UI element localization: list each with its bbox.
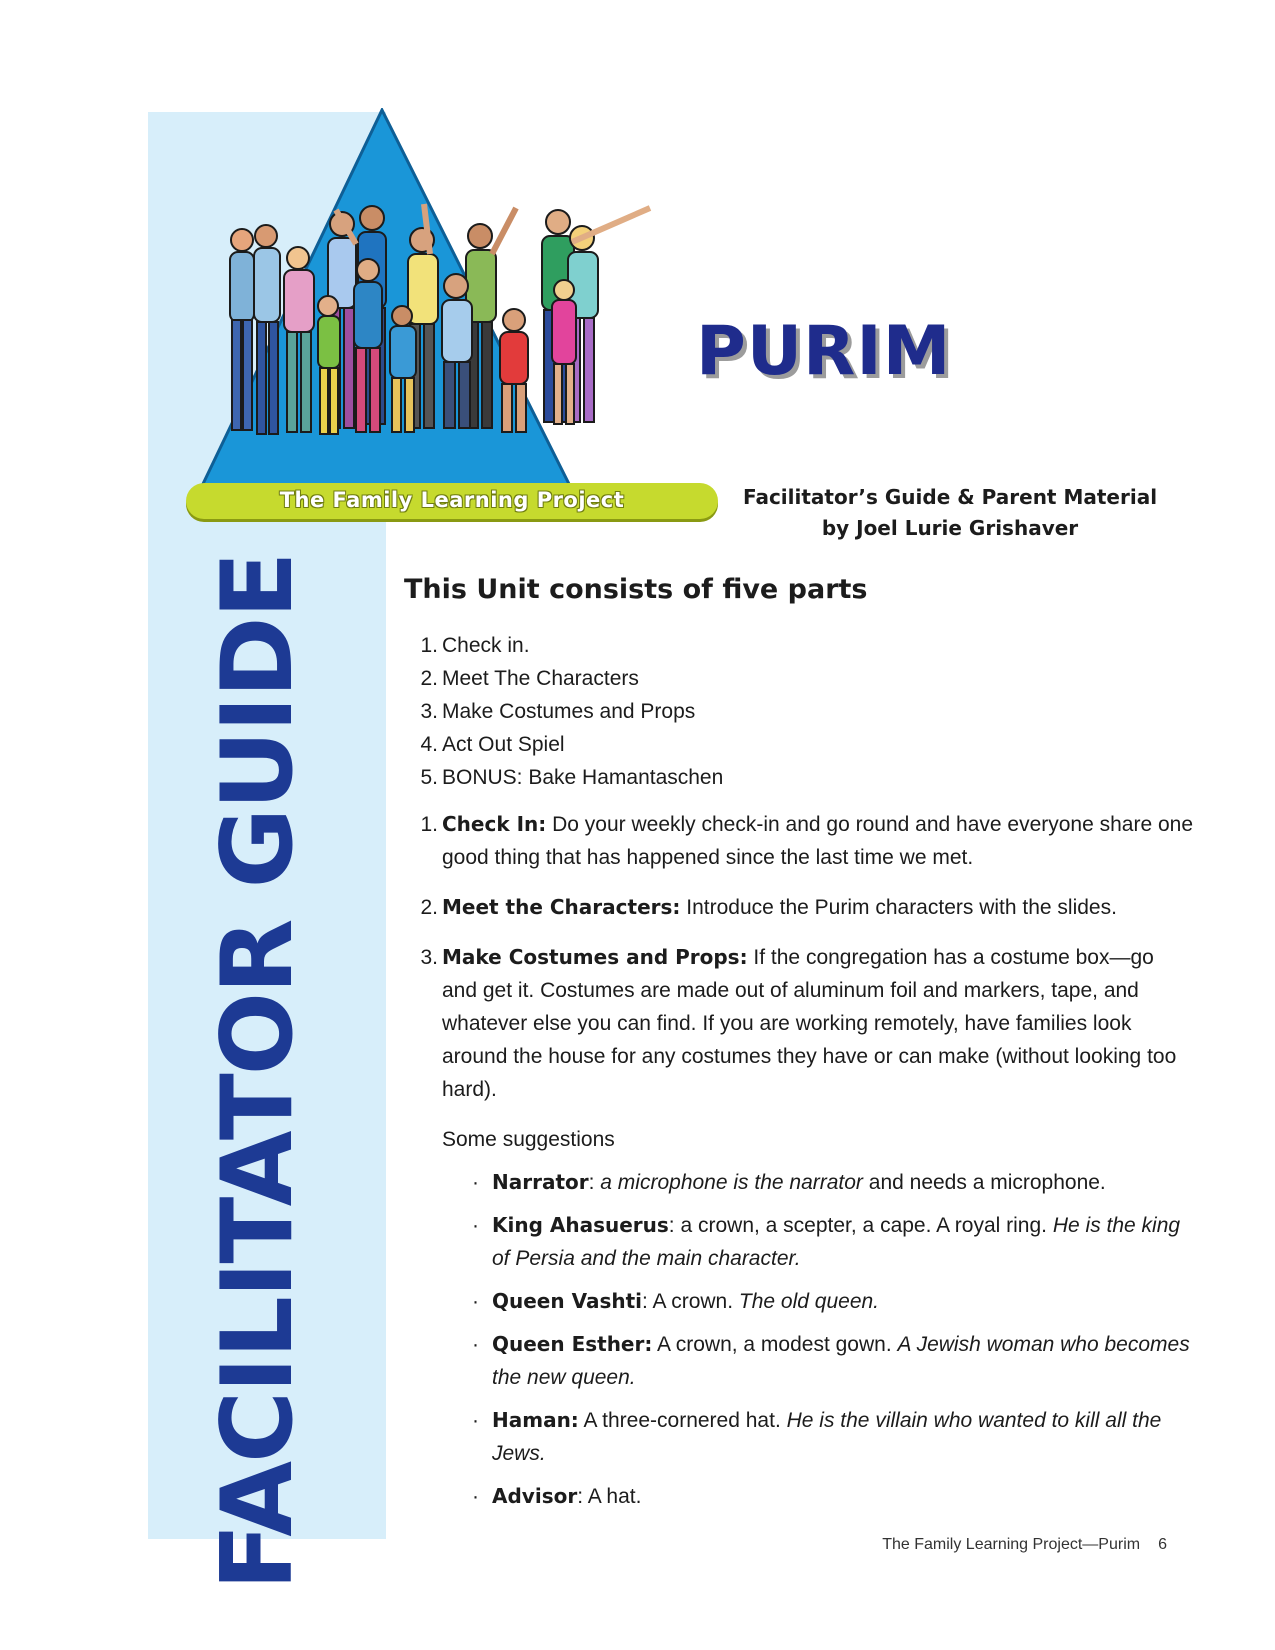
sidebar-title: FACILITATOR GUIDE (201, 553, 315, 1591)
list-item (472, 1328, 1194, 1394)
step-label: Make Costumes and Props: (442, 945, 748, 969)
bullet-icon: · (472, 1485, 479, 1508)
step-number: 2. (420, 896, 438, 919)
list-item (404, 629, 1194, 662)
unit-heading: This Unit consists of five parts (404, 574, 868, 605)
suggestion-name: Haman: (492, 1408, 579, 1432)
suggestion-text (492, 1480, 1194, 1513)
suggestion-name: Narrator (492, 1170, 589, 1194)
page-number: 6 (1158, 1536, 1167, 1553)
suggestion-italic: The old queen. (738, 1290, 880, 1313)
list-item (472, 1209, 1194, 1275)
suggestion-name: Queen Vashti (492, 1289, 643, 1313)
suggestion-text (492, 1404, 1194, 1470)
list-number: 2. (420, 667, 438, 690)
suggestion-italic: a microphone is the narrator (600, 1171, 863, 1194)
list-text: Check in. (442, 634, 530, 657)
list-item (404, 761, 1194, 794)
suggestion-plain: : (588, 1171, 601, 1194)
step-body: If the congregation has a costume box—go and get it. Costumes are made out of aluminum foil and markers, tape, and whatever else you can find. If you are working remotely, have families look around the house for any costumes they have or can make (without looking too hard). (442, 946, 1177, 1101)
family-logo-illustration (180, 108, 720, 528)
list-number: 4. (420, 733, 438, 756)
suggestion-plain: : A crown. (642, 1290, 739, 1313)
step-meet-characters (404, 891, 1194, 924)
step-label: Check In: (442, 812, 547, 836)
suggestion-plain: A crown, a modest gown. (652, 1333, 898, 1356)
byline (740, 482, 1160, 544)
suggestion-italic: A Jewish woman who becomes the new queen. (492, 1333, 1190, 1389)
suggestion-name: King Ahasuerus (492, 1213, 669, 1237)
bullet-icon: · (472, 1214, 479, 1237)
byline-subtitle: Facilitator’s Guide & Parent Material (742, 485, 1158, 509)
logo-banner-text: The Family Learning Project (279, 488, 625, 512)
list-item (472, 1480, 1194, 1513)
list-text: Act Out Spiel (442, 733, 565, 756)
suggestion-italic: He is the villain who wanted to kill all the Jews. (492, 1409, 1162, 1465)
step-body: Do your weekly check-in and go round and have everyone share one good thing that has happened since the last time we met. (442, 813, 1194, 869)
list-item (472, 1285, 1194, 1318)
list-number: 1. (420, 634, 438, 657)
parts-list (404, 629, 1194, 794)
list-item (472, 1404, 1194, 1470)
suggestion-text (492, 1285, 1194, 1318)
step-costumes (404, 941, 1194, 1106)
list-item (404, 662, 1194, 695)
main-content (404, 574, 1194, 1523)
logo-banner (186, 483, 718, 519)
step-check-in (404, 808, 1194, 874)
list-number: 5. (420, 766, 438, 789)
step-number: 1. (420, 813, 438, 836)
suggestions-label: Some suggestions (442, 1128, 615, 1151)
page-footer (882, 1536, 1167, 1554)
suggestion-text (492, 1209, 1194, 1275)
suggestion-text (492, 1166, 1194, 1199)
byline-author: by Joel Lurie Grishaver (821, 516, 1079, 540)
step-label: Meet the Characters: (442, 895, 681, 919)
step-number: 3. (420, 946, 438, 969)
list-item (404, 728, 1194, 761)
list-text: Make Costumes and Props (442, 700, 696, 723)
list-text: Meet The Characters (442, 667, 639, 690)
list-item (472, 1166, 1194, 1199)
bullet-icon: · (472, 1290, 479, 1313)
suggestion-italic: He is the king of Persia and the main character. (492, 1214, 1181, 1270)
step-text (442, 941, 1194, 1106)
bullet-icon: · (472, 1171, 479, 1194)
footer-text: The Family Learning Project—Purim (882, 1536, 1141, 1553)
list-item (404, 695, 1194, 728)
suggestion-name: Advisor (492, 1484, 578, 1508)
suggestion-text (492, 1328, 1194, 1394)
step-body: Introduce the Purim characters with the slides. (680, 896, 1117, 919)
suggestion-name: Queen Esther: (492, 1332, 653, 1356)
suggestion-plain: A three-cornered hat. (578, 1409, 787, 1432)
bullet-icon: · (472, 1333, 479, 1356)
list-number: 3. (420, 700, 438, 723)
bullet-icon: · (472, 1409, 479, 1432)
step-text (442, 891, 1194, 924)
list-text: BONUS: Bake Hamantaschen (442, 766, 724, 789)
suggestion-plain: : A hat. (577, 1485, 642, 1508)
step-text (442, 808, 1194, 874)
suggestions-list (404, 1166, 1194, 1513)
page-title: PURIM (696, 312, 952, 391)
suggestion-plain: : a crown, a scepter, a cape. A royal ring. (668, 1214, 1053, 1237)
suggestion-plain2: and needs a microphone. (862, 1171, 1106, 1194)
